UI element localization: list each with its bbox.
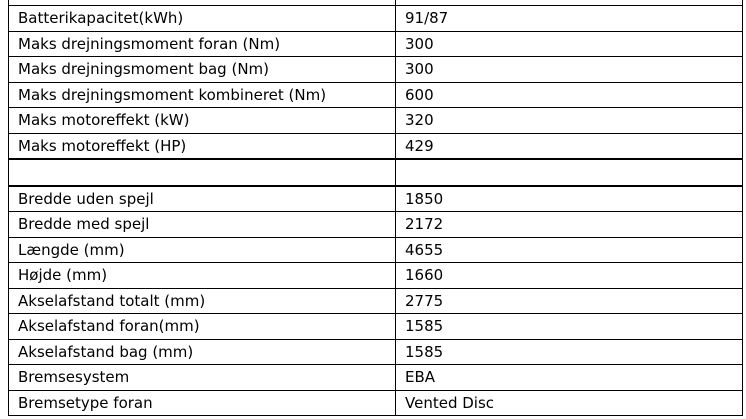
spec-value: [396, 159, 743, 186]
spec-table: [8, 0, 743, 416]
spec-label: Akselafstand totalt (mm): [9, 288, 396, 314]
spec-value: Vented Disc: [396, 390, 743, 416]
spec-label: Højde (mm): [9, 263, 396, 289]
spec-label: Akselafstand foran(mm): [9, 314, 396, 340]
table-row: [9, 365, 743, 391]
spec-value: 2775: [396, 288, 743, 314]
spec-label: [9, 159, 396, 186]
table-row: [9, 237, 743, 263]
spec-value: 1585: [396, 339, 743, 365]
spec-label: Bremsesystem: [9, 365, 396, 391]
spec-label: Bremsetype foran: [9, 390, 396, 416]
spec-label: Bredde med spejl: [9, 212, 396, 238]
spec-value: 1660: [396, 263, 743, 289]
spec-label: Længde (mm): [9, 237, 396, 263]
spec-label: Maks drejningsmoment bag (Nm): [9, 57, 396, 83]
spec-value: 91/87: [396, 6, 743, 32]
spec-value: 600: [396, 82, 743, 108]
table-row: [9, 186, 743, 212]
spec-label: Maks motoreffekt (HP): [9, 133, 396, 159]
table-row: [9, 314, 743, 340]
spec-label: Batterikapacitet(kWh): [9, 6, 396, 32]
table-row-spacer: [9, 159, 743, 186]
spec-label: Bredde uden spejl: [9, 186, 396, 212]
spec-value: EBA: [396, 365, 743, 391]
table-row: [9, 6, 743, 32]
spec-value: 300: [396, 57, 743, 83]
spec-value: 1850: [396, 186, 743, 212]
spec-value: 2172: [396, 212, 743, 238]
table-row: [9, 31, 743, 57]
table-row: [9, 390, 743, 416]
table-row: [9, 133, 743, 159]
spec-value: 1585: [396, 314, 743, 340]
spec-value: 320: [396, 108, 743, 134]
table-row: [9, 212, 743, 238]
spec-value: 300: [396, 31, 743, 57]
spec-value: 4655: [396, 237, 743, 263]
spec-label: Akselafstand bag (mm): [9, 339, 396, 365]
spec-label: Maks drejningsmoment foran (Nm): [9, 31, 396, 57]
spec-label: Maks motoreffekt (kW): [9, 108, 396, 134]
table-row: [9, 57, 743, 83]
spec-label: Maks drejningsmoment kombineret (Nm): [9, 82, 396, 108]
table-row: [9, 82, 743, 108]
table-row: [9, 339, 743, 365]
table-row: [9, 108, 743, 134]
table-row: [9, 263, 743, 289]
table-row: [9, 288, 743, 314]
spec-value: 429: [396, 133, 743, 159]
